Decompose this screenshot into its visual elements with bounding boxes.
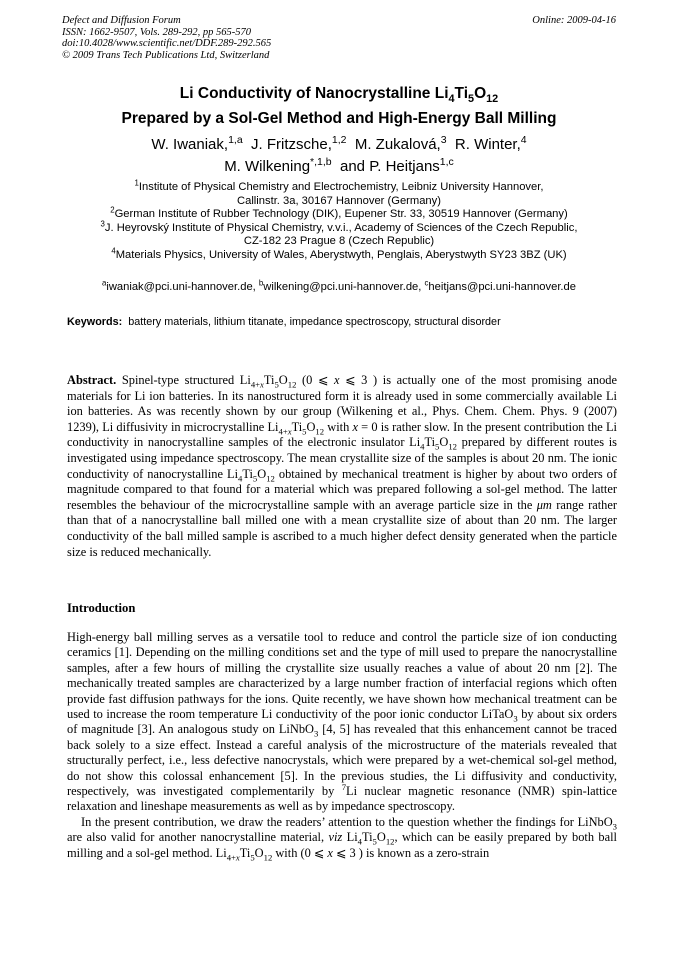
author-line-1	[40, 134, 638, 156]
affiliation-3	[55, 219, 623, 236]
title-sub: 12	[486, 93, 499, 105]
abstract-text: O	[439, 435, 449, 450]
body-text: O	[254, 845, 264, 860]
sub: 12	[287, 379, 297, 390]
body-text: Ti	[361, 830, 373, 845]
abstract-text: obtained by mechanical treatment is higher by about two orders of magnitude compared to that found for a material which was prepared following a sol-gel method. The latter resembles the behaviour of the microcrystalline sample with an average particle size in the	[67, 466, 617, 512]
affil-text: Institute of Physical Chemistry and Electrochemistry, Leibniz University Hannover,	[138, 181, 544, 193]
body-text: Li	[342, 830, 358, 845]
author-affil-mark: 3	[440, 134, 447, 146]
author-affil-mark: 1,2	[331, 134, 347, 146]
intro-paragraph-2	[67, 815, 617, 861]
abstract-text: range rather than that of a nanocrystalline ball milled one with a mean crystallite size of about than 20 nm. The larger conductivity of the ball milled sample is ascribed to a much higher defect density generated when the particle size is reduced mechanically.	[67, 497, 617, 559]
sub: 12	[385, 836, 395, 847]
email-link[interactable]: heitjans@pci.uni-hannover.de	[428, 281, 576, 293]
sub: 4+	[250, 379, 261, 390]
author-line-2	[40, 156, 638, 178]
author-affil-mark: 4	[520, 134, 527, 146]
affil-number: 3	[100, 219, 105, 229]
title-line-1	[40, 84, 638, 109]
body-text: Li nuclear magnetic resonance (NMR) spin-lattice relaxation and lineshape measurements as well as by impedance spectroscopy.	[67, 784, 618, 814]
abstract-text: Ti	[291, 419, 303, 434]
email-mark: a	[101, 278, 107, 288]
sub: 4	[357, 836, 362, 847]
affiliation-list	[55, 178, 623, 263]
affil-number: 4	[111, 246, 116, 256]
affil-number: 2	[110, 205, 115, 215]
paper-title	[40, 84, 638, 129]
affiliation-2	[55, 205, 623, 222]
sub: 3	[513, 713, 518, 724]
abstract-text: Ti	[263, 373, 275, 387]
abstract-text: with	[324, 419, 353, 434]
title-text: O	[474, 85, 487, 102]
body-text: In the present contribution, we draw the readers’ attention to the question whether the findings for LiNbO	[81, 814, 613, 829]
abstract-text: Ti	[424, 435, 436, 450]
title-sub: 5	[468, 93, 475, 105]
title-sub: 4	[448, 93, 455, 105]
body-text: with (0 ⩽	[272, 845, 328, 860]
intro-paragraph-1	[67, 630, 617, 815]
abstract-text: = 0 is rather slow. In the present contribution the Li conductivity in nanocrystalline samples of the electronic insulator Li	[67, 419, 617, 450]
author-name: R. Winter,	[454, 136, 521, 153]
author-name: M. Zukalová,	[354, 136, 441, 153]
sub: 5	[372, 836, 377, 847]
copyright-line: © 2009 Trans Tech Publications Ltd, Switzerland	[62, 49, 270, 61]
body-text: by about six orders of magnitude [3]. An analogous study on LiNbO	[67, 707, 618, 737]
body-text: [4, 5] has revealed that this enhancement cannot be traced back solely to a size effect. Instead a careful analysis of the microstructure of the materials revealed that structurally perfect, i.e., less defective nanocrystals, which were prepared by a wet-chemical sol-gel method, do not show this colossal enhancement [5]. In the previous studies, the Li diffusivity and conductivity, respectively, was investigated complementarily by	[67, 722, 617, 799]
sub: 12	[448, 441, 457, 452]
affiliation-1	[55, 178, 623, 195]
affiliation-4	[55, 246, 623, 263]
author-affil-mark: 1,c	[439, 156, 454, 168]
journal-name: Defect and Diffusion Forum	[62, 15, 181, 26]
doi-line: doi:10.4028/www.scientific.net/DDF.289-292.565	[62, 38, 272, 49]
affil-number: 1	[134, 178, 139, 188]
body-text: are also valid for another nanocrystalline material,	[67, 830, 329, 845]
unit-mu-m: μm	[536, 497, 552, 512]
affil-text: German Institute of Rubber Technology (DIK), Eupener Str. 33, 30519 Hannover (Germany)	[114, 208, 568, 221]
viz-italic: viz	[328, 830, 343, 845]
email-list	[40, 278, 638, 293]
keywords-label: Keywords:	[67, 316, 123, 328]
sub: 4+	[226, 852, 236, 863]
abstract-text: ⩽ 3 ) is actually one of the most promising anode materials for Li ion batteries. In its nanostructured form it is already used in some commercially available Li ion batteries. As was recently shown by our group (Wilkening et al., Phys. Chem. Chem. Phys. 9 (2007) 1239), Li diffusivity in microcrystalline Li	[67, 373, 617, 434]
abstract-text: prepared by different routes is investigated using impedance spectroscopy. The mean crystallite size of the samples is about 20 nm. The ionic conductivity of nanocrystalline Li	[67, 435, 617, 481]
issn-line: ISSN: 1662-9507, Vols. 289-292, pp 565-570	[62, 26, 251, 38]
sub: 5	[274, 379, 279, 390]
section-heading-introduction: Introduction	[67, 601, 136, 615]
var-x: x	[235, 852, 240, 863]
affil-text: J. Heyrovský Institute of Physical Chemistry, v.v.i., Academy of Sciences of the Czech Republic,	[104, 221, 578, 234]
abstract-text: Spinel-type structured Li	[121, 373, 251, 387]
body-text: O	[376, 830, 386, 845]
sub: 5	[435, 441, 440, 452]
author-list	[40, 134, 638, 178]
title-text: Ti	[454, 85, 469, 102]
title-line-2: Prepared by a Sol-Gel Method and High-Energy Ball Milling	[121, 110, 557, 127]
sub: 5	[252, 473, 258, 484]
keywords-text: battery materials, lithium titanate, impedance spectroscopy, structural disorder	[128, 316, 501, 328]
var-x: x	[287, 426, 292, 437]
author-name: J. Fritzsche,	[251, 136, 332, 153]
keywords	[67, 316, 616, 328]
sub: 12	[266, 473, 275, 484]
sub: 5	[250, 852, 255, 863]
sub: 4	[238, 473, 243, 484]
body-text: High-energy ball milling serves as a versatile tool to reduce and control the particle size of ion conducting ceramics [1]. Depending on the milling conditions set and the type of mill used to prepare the nanocrystalline samples, after a few hours of milling the crystallite size usually reaches a value of about 20 nm [2]. The mechanically treated samples are characterized by a large number fraction of interfacial regions which often provide fast diffusion pathways for the ions. Quite recently, we have shown how mechanical treatment can be used to increase the room temperature Li conductivity of the poor ionic conductor LiTaO	[67, 630, 617, 722]
body-text: ⩽ 3 ) is known as a zero-strain	[332, 845, 490, 860]
abstract-text: Ti	[242, 466, 253, 481]
email-link[interactable]: iwaniak@pci.uni-hannover.de,	[106, 281, 256, 293]
var-x: x	[327, 845, 333, 860]
sub: 12	[263, 852, 273, 863]
author-name: M. Wilkening	[224, 158, 311, 175]
journal-header	[62, 15, 616, 61]
abstract	[67, 373, 617, 560]
affiliation-1-cont: Callinstr. 3a, 30167 Hannover (Germany)	[237, 194, 441, 207]
abstract-text: (0 ⩽	[296, 373, 335, 387]
author-affil-mark: *,1,b	[310, 156, 332, 168]
abstract-text: O	[306, 419, 316, 434]
abstract-text: O	[278, 373, 288, 387]
introduction-body	[67, 630, 617, 861]
sub: 12	[315, 426, 325, 437]
sub: 4	[420, 441, 425, 452]
abstract-text: O	[257, 466, 267, 481]
email-mark: b	[258, 278, 264, 288]
sub: 5	[302, 426, 307, 437]
sup: 7	[341, 781, 347, 792]
var-x: x	[260, 379, 264, 390]
body-text: Ti	[239, 845, 251, 860]
var-x: x	[352, 419, 358, 434]
abstract-label: Abstract.	[67, 373, 117, 387]
sub: 4+	[278, 426, 288, 437]
author-affil-mark: 1,a	[228, 134, 243, 146]
affil-text: Materials Physics, University of Wales, Aberystwyth, Penglais, Aberystwyth SY23 3BZ (UK)	[115, 248, 567, 261]
online-date: Online: 2009-04-16	[532, 15, 616, 26]
title-text: Li Conductivity of Nanocrystalline Li	[179, 85, 449, 102]
affiliation-3-cont: CZ-182 23 Prague 8 (Czech Republic)	[243, 235, 435, 248]
var-x: x	[334, 373, 340, 387]
sub: 3	[612, 821, 617, 832]
author-name: W. Iwaniak,	[151, 136, 229, 153]
author-name: and P. Heitjans	[340, 158, 440, 175]
email-mark: c	[424, 278, 429, 288]
body-text: , which can be easily prepared by both ball milling and a sol-gel method. Li	[67, 830, 617, 860]
email-link[interactable]: wilkening@pci.uni-hannover.de,	[263, 281, 422, 293]
sub: 3	[313, 728, 319, 739]
